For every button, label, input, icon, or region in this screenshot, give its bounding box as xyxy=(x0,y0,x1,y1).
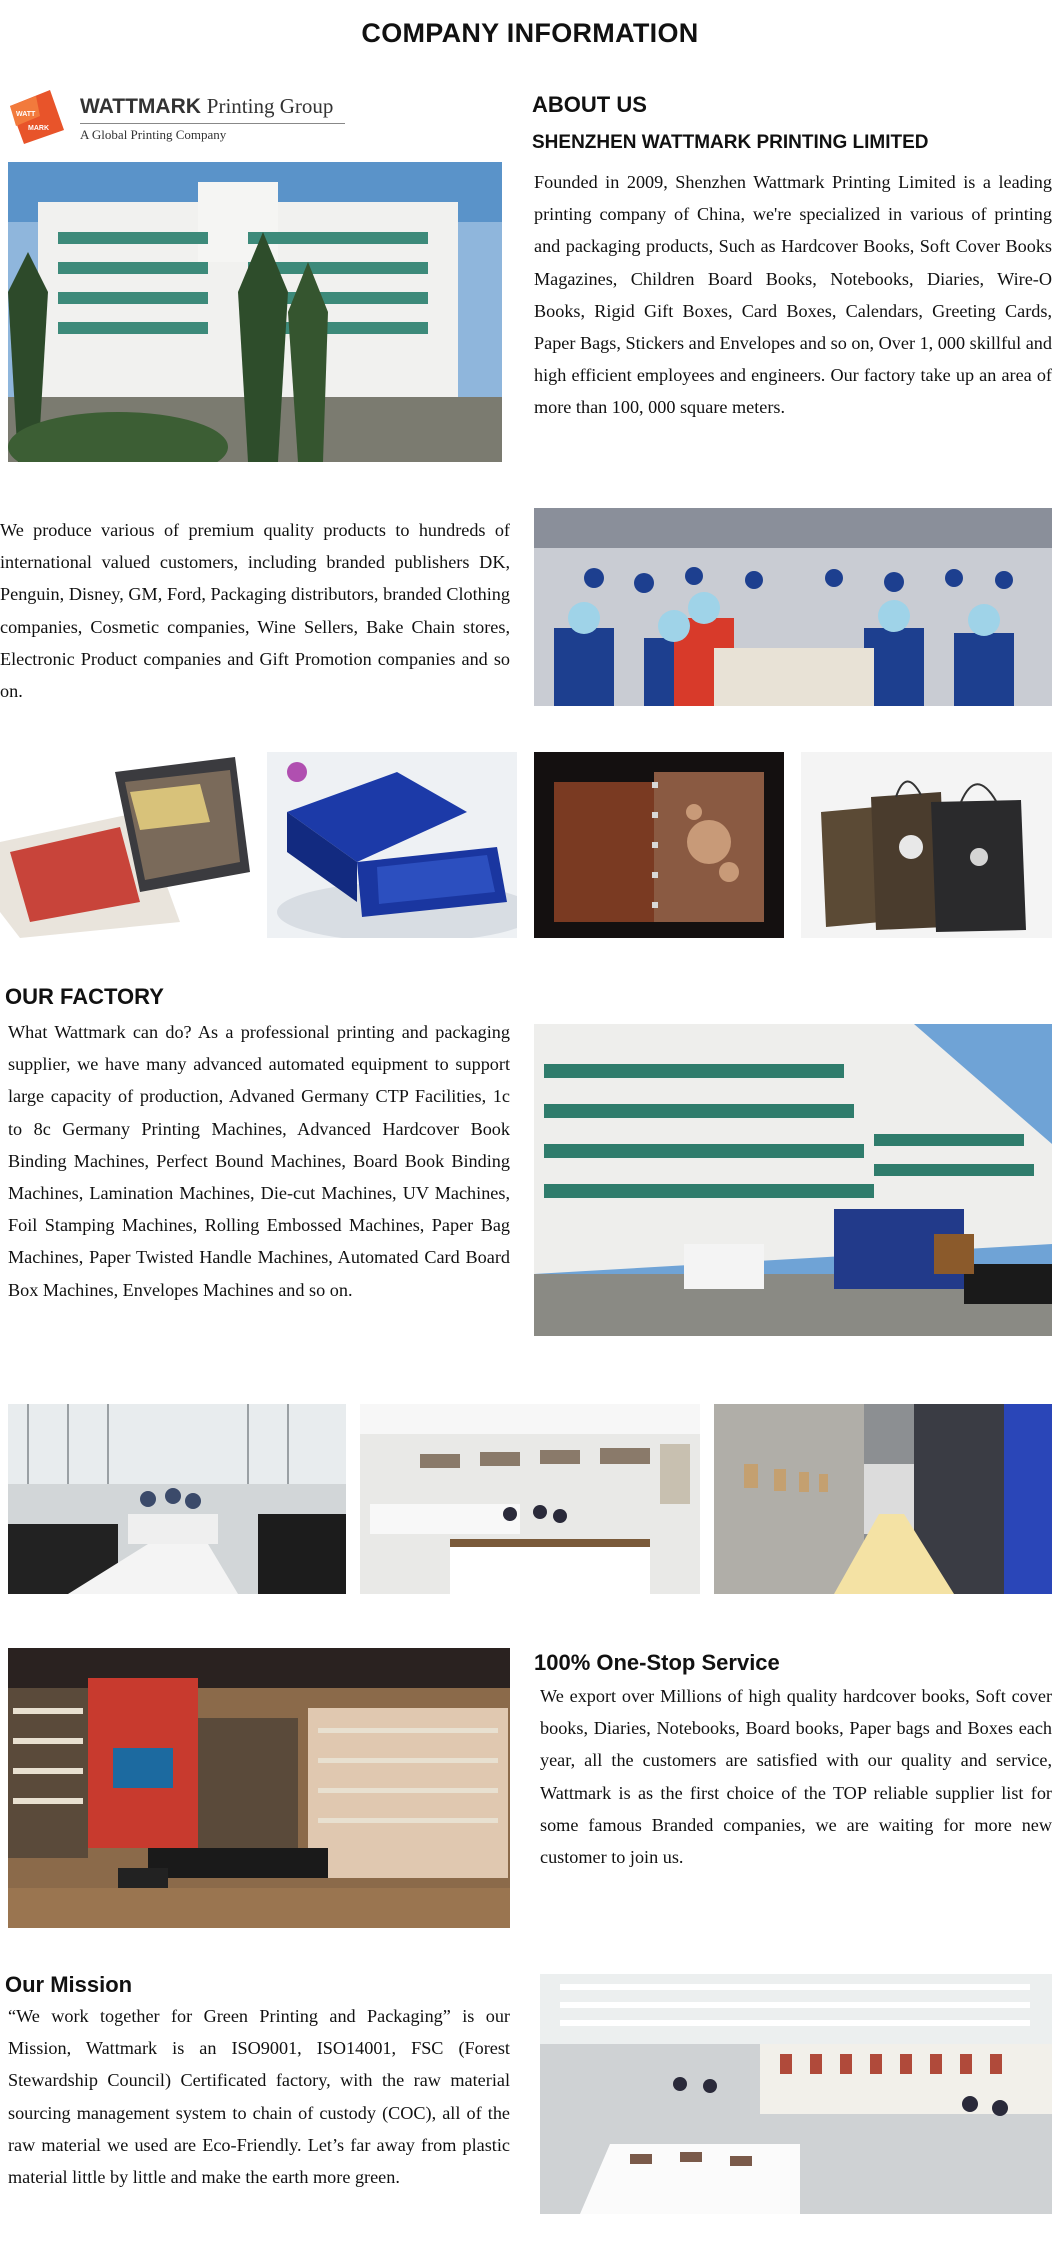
logo-divider xyxy=(80,123,345,124)
factory-building-photo xyxy=(8,162,502,462)
svg-text:WATT: WATT xyxy=(16,111,36,118)
logo-group: Printing Group xyxy=(206,94,334,118)
service-text: We export over Millions of high quality hardcover books, Soft cover books, Diaries, Notebooks, Board books, Paper bags and Boxes each year, all the customers are satisfied with our quality and service, Wattmark is as the first choice of the TOP reliable supplier list for some famous Branded companies, we are waiting for more new customer to join us. xyxy=(540,1686,1052,1868)
sample-room-photo xyxy=(540,1974,1052,2214)
gift-box-photo xyxy=(267,752,517,938)
factory-heading: OUR FACTORY xyxy=(5,984,164,1009)
about-heading: ABOUT US xyxy=(532,92,647,117)
design-room-photo xyxy=(360,1404,700,1594)
corridor-photo xyxy=(714,1404,1052,1594)
workshop-workers-photo xyxy=(534,508,1052,706)
logo-brand: WATTMARK xyxy=(80,95,201,118)
mission-text: “We work together for Green Printing and Packaging” is our Mission, Wattmark is an ISO9001, ISO14001, FSC (Forest Stewardship Council) Certificated factory, with the raw material sourcing management system to chain of custody (COC), all of the raw material we used are Eco-Friendly. Let’s far away from plastic material little by little and make the earth more green. xyxy=(8,2006,510,2188)
prepress-room-photo xyxy=(8,1404,346,1594)
svg-text:MARK: MARK xyxy=(28,125,49,132)
magazines-photo xyxy=(0,752,250,938)
page-title: COMPANY INFORMATION xyxy=(361,18,699,48)
notebooks-photo xyxy=(534,752,784,938)
products-text: We produce various of premium quality products to hundreds of international valued customers, including branded publishers DK, Penguin, Disney, GM, Ford, Packaging distributors, branded Clothing companies, Cosmetic companies, Wine Sellers, Bake Chain stores, Electronic Product companies and Gift Promotion companies and so on. xyxy=(0,520,510,702)
wattmark-logo-icon xyxy=(6,86,66,146)
logo-wordmark xyxy=(80,94,333,119)
logo-tagline: A Global Printing Company xyxy=(80,127,227,142)
factory-dock-photo xyxy=(534,1024,1052,1336)
service-heading: 100% One-Stop Service xyxy=(534,1650,780,1675)
factory-text: What Wattmark can do? As a professional printing and packaging supplier, we have many advanced automated equipment to support large capacity of production, Advaned Germany CTP Facilities, 1c to 8c Germany Printing Machines, Advanced Hardcover Book Binding Machines, Perfect Bound Machines, Board Book Binding Machines, Lamination Machines, Die-cut Machines, UV Machines, Foil Stamping Machines, Rolling Embossed Machines, Paper Bag Machines, Paper Twisted Handle Machines, Automated Card Board Box Machines, Envelopes Machines and so on. xyxy=(8,1022,510,1300)
about-company-name: SHENZHEN WATTMARK PRINTING LIMITED xyxy=(532,132,929,153)
mission-heading: Our Mission xyxy=(5,1972,133,1997)
paper-bags-photo xyxy=(801,752,1052,938)
showroom-photo xyxy=(8,1648,510,1928)
about-text: Founded in 2009, Shenzhen Wattmark Printing Limited is a leading printing company of China, we're specialized in various of printing and packaging products, Such as Hardcover Books, Soft Cover Books Magazines, Children Board Books, Notebooks, Diaries, Wire-O Books, Rigid Gift Boxes, Card Boxes, Calendars, Greeting Cards, Paper Bags, Stickers and Envelopes and so on, Over 1, 000 skillful and high efficient employees and engineers. Our factory take up an area of more than 100, 000 square meters. xyxy=(534,172,1052,418)
company-logo xyxy=(6,86,346,146)
